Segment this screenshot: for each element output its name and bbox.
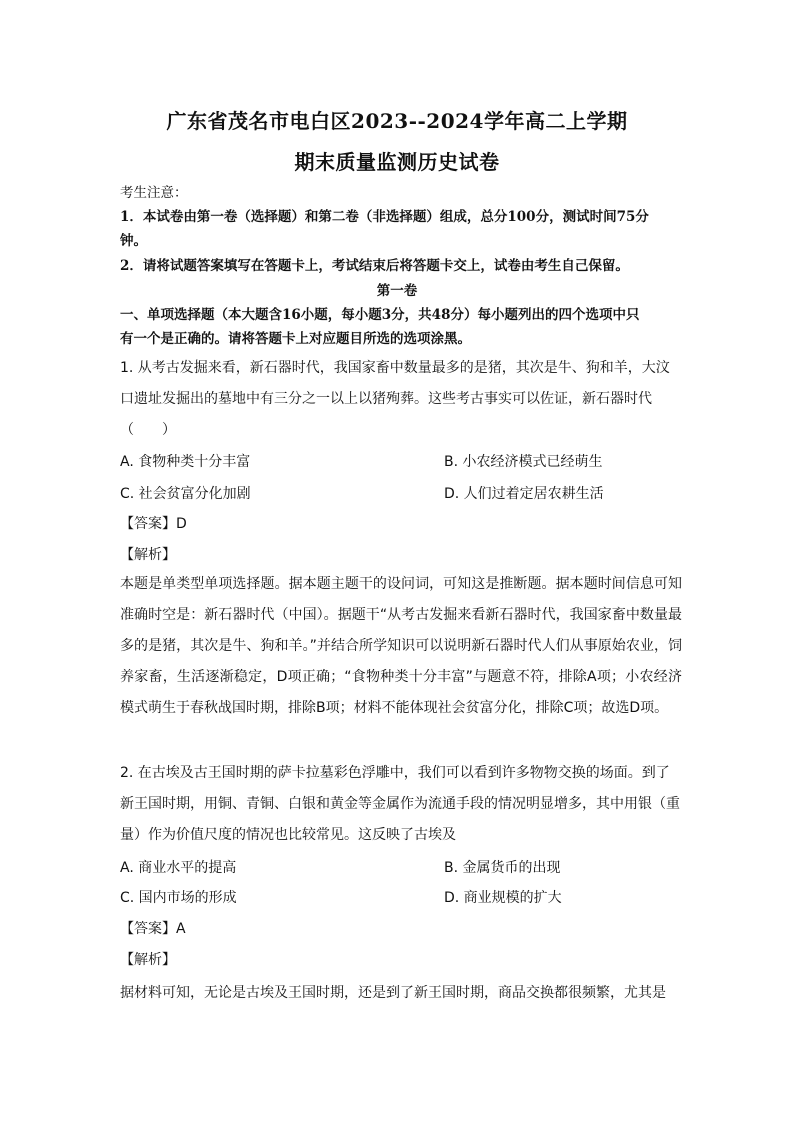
question-1-option-b: B. 小农经济模式已经萌生 [444,454,603,470]
question-2-option-b: B. 金属货币的出现 [444,860,561,876]
question-1-analysis-label: 【解析】 [120,547,176,563]
page-title: 广东省茂名市电白区2023--2024学年高二上学期 [166,109,628,133]
question-2-option-c: C. 国内市场的形成 [120,890,237,906]
page-subtitle: 期末质量监测历史试卷 [294,150,500,174]
question-2-analysis-label: 【解析】 [120,952,176,968]
question-2-option-a: A. 商业水平的提高 [120,860,237,876]
notice-item-2: 2．请将试题答案填写在答题卡上，考试结束后将答题卡交上，试卷由考生自己保留。 [120,258,629,274]
question-2-option-d: D. 商业规模的扩大 [444,890,562,906]
section-instruction-cont: 有一个是正确的。请将答题卡上对应题目所选的选项涂黑。 [120,331,471,347]
question-1-option-c: C. 社会贫富分化加剧 [120,486,251,502]
section-instruction: 一、单项选择题（本大题含16小题，每小题3分，共48分）每小题列出的四个选项中只 [120,307,640,323]
question-1-answer: 【答案】D [120,516,187,532]
question-1-analysis: 本题是单类型单项选择题。据本题主题干的设问词，可知这是推断题。据本题时间信息可知准确时空是：新石器时代（中国）。据题干“从考古发掘来看新石器时代，我国家畜中数量最多的是猪，其次是牛、狗和羊。”并结合所学知识可以说明新石器时代人们从事原始农业，饲养家畜，生活逐渐稳定，D项正确；“食物种类十分丰富”与题意不符，排除A项；小农经济模式萌生于春秋战国时期，排除B项；材料不能体现社会贫富分化，排除C项；故选D项。 [120,576,682,716]
notice-item-1-cont: 钟。 [120,233,147,249]
notice-heading: 考生注意： [120,185,188,201]
question-1-stem: 1. 从考古发掘来看，新石器时代，我国家畜中数量最多的是猪，其次是牛、狗和羊，大汶口遗址发掘出的墓地中有三分之一以上以猪殉葬。这些考古事实可以佐证，新石器时代（ ） [120,360,670,438]
question-2-answer: 【答案】A [120,921,186,937]
question-1-option-d: D. 人们过着定居农耕生活 [444,486,604,502]
volume-heading: 第一卷 [376,283,418,299]
notice-item-1: 1．本试卷由第一卷（选择题）和第二卷（非选择题）组成，总分100分，测试时间75分 [120,209,649,225]
question-1-option-a: A. 食物种类十分丰富 [120,454,251,470]
question-2-stem: 2. 在古埃及古王国时期的萨卡拉墓彩色浮雕中，我们可以看到许多物物交换的场面。到了新王国时期，用铜、青铜、白银和黄金等金属作为流通手段的情况明显增多，其中用银（重量）作为价值尺度的情况也比较常见。这反映了古埃及 [120,765,680,843]
question-2-analysis: 据材料可知，无论是古埃及王国时期，还是到了新王国时期，商品交换都很频繁，尤其是 [120,985,666,1001]
